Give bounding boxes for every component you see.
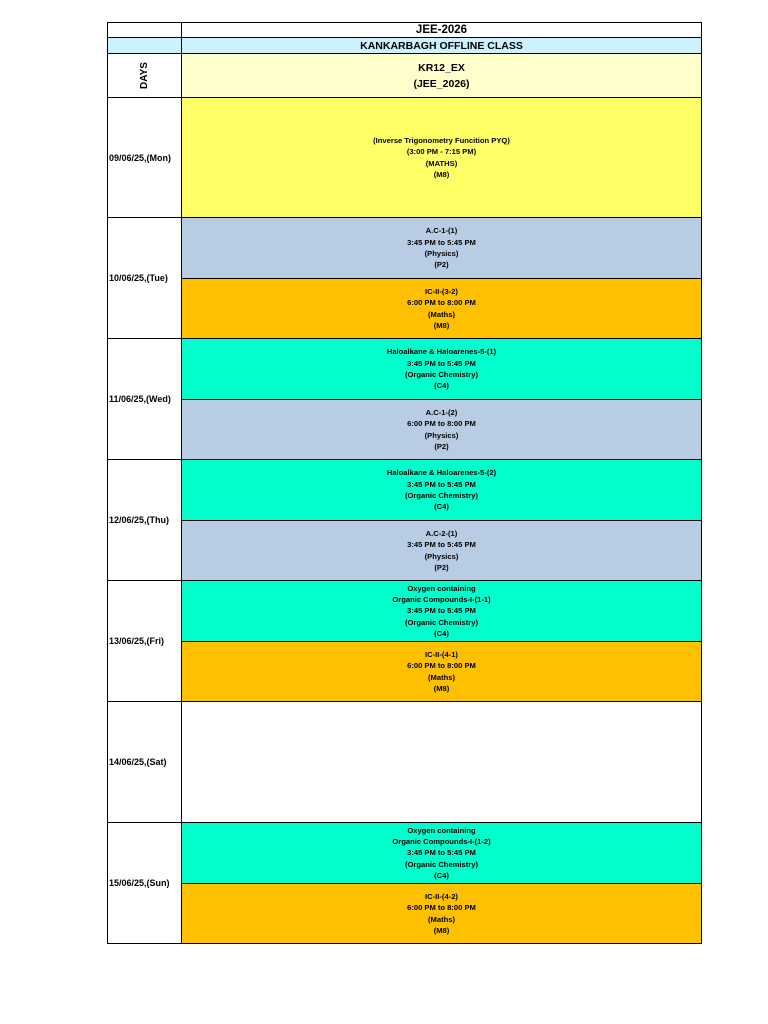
slot-code: (C4) xyxy=(434,381,449,391)
batch-exam: (JEE_2026) xyxy=(413,77,470,90)
slot-time: 3:45 PM to 5:45 PM xyxy=(407,540,476,550)
slot-subject: (Maths) xyxy=(428,914,455,924)
slot-subject: (MATHS) xyxy=(425,158,458,168)
class-slot xyxy=(181,338,702,400)
slot-time: 3:45 PM to 5:45 PM xyxy=(407,358,476,368)
class-slot xyxy=(181,641,702,702)
slot-time: 3:45 PM to 5:45 PM xyxy=(407,479,476,489)
slot-subject: (Organic Chemistry) xyxy=(404,370,478,379)
day-label: 15/06/25,(Sun) xyxy=(107,822,182,944)
slot-code: (C4) xyxy=(434,870,449,880)
corner-cell xyxy=(107,22,182,38)
day-label: 10/06/25,(Tue) xyxy=(107,217,182,339)
slot-topic: (Inverse Trigonometry Funcition PYQ) xyxy=(373,135,510,145)
class-slot xyxy=(181,399,702,460)
batch-header xyxy=(181,53,702,98)
corner-cell-2 xyxy=(107,37,182,54)
slot-code: (M8) xyxy=(433,320,450,330)
days-header xyxy=(107,53,182,98)
slot-time: 3:45 PM to 5:45 PM xyxy=(407,848,476,858)
slot-subject: (Organic Chemistry) xyxy=(404,859,478,869)
class-slot xyxy=(181,883,702,944)
day-label: 12/06/25,(Thu) xyxy=(107,459,182,581)
slot-subject: (Physics) xyxy=(424,551,459,561)
slot-code: (M8) xyxy=(433,925,450,935)
slot-topic: A.C-2-(1) xyxy=(425,528,458,538)
day-label: 13/06/25,(Fri) xyxy=(107,580,182,702)
class-slot xyxy=(181,278,702,339)
slot-topic-line1: Oxygen containing xyxy=(407,825,476,835)
slot-topic: IC-II-(4-1) xyxy=(425,649,458,659)
slot-time: 3:45 PM to 5:45 PM xyxy=(407,237,476,247)
center-title: KANKARBAGH OFFLINE CLASS xyxy=(181,37,702,54)
slot-code: (M8) xyxy=(433,169,450,179)
slot-subject: (Physics) xyxy=(424,430,459,440)
exam-title: JEE-2026 xyxy=(181,22,702,38)
slot-time: (3:00 PM - 7:15 PM) xyxy=(406,147,477,157)
slot-topic: Haloalkane & Haloarenes-5-(2) xyxy=(386,468,497,478)
slot-code: (P2) xyxy=(434,260,449,270)
slot-topic: A.C-1-(2) xyxy=(425,407,458,417)
slot-subject: (Organic Chemistry) xyxy=(404,617,478,627)
slot-time: 6:00 PM to 8:00 PM xyxy=(407,903,476,913)
class-slot xyxy=(181,97,702,218)
days-label: DAYS xyxy=(139,62,150,89)
day-label: 09/06/25,(Mon) xyxy=(107,97,182,218)
class-slot xyxy=(181,459,702,521)
slot-subject: (Maths) xyxy=(428,672,455,682)
slot-time: 6:00 PM to 8:00 PM xyxy=(407,298,476,308)
slot-code: (C4) xyxy=(434,502,449,512)
slot-topic: IC-II-(3-2) xyxy=(425,286,458,296)
day-label: 14/06/25,(Sat) xyxy=(107,701,182,823)
slot-time: 6:00 PM to 8:00 PM xyxy=(407,661,476,671)
slot-topic: Haloalkane & Haloarenes-5-(1) xyxy=(386,347,497,357)
class-slot xyxy=(181,217,702,279)
slot-code: (P2) xyxy=(434,562,449,572)
slot-code: (M8) xyxy=(433,683,450,693)
slot-time: 6:00 PM to 8:00 PM xyxy=(407,419,476,429)
slot-subject: (Physics) xyxy=(424,249,459,258)
slot-topic-line1: Oxygen containing xyxy=(407,583,476,593)
class-slot xyxy=(181,580,702,642)
batch-code: KR12_EX xyxy=(418,61,465,74)
empty-slot xyxy=(181,701,702,823)
class-slot xyxy=(181,520,702,581)
class-slot xyxy=(181,822,702,884)
slot-code: (P2) xyxy=(434,441,449,451)
slot-topic-line2: Organic Compounds-I-(1-1) xyxy=(392,595,491,605)
slot-topic: A.C-1-(1) xyxy=(425,226,458,236)
slot-subject: (Maths) xyxy=(428,309,455,319)
slot-time: 3:45 PM to 5:45 PM xyxy=(407,606,476,616)
day-label: 11/06/25,(Wed) xyxy=(107,338,182,460)
slot-subject: (Organic Chemistry) xyxy=(404,491,478,500)
slot-topic-line2: Organic Compounds-I-(1-2) xyxy=(392,837,491,847)
slot-code: (C4) xyxy=(434,628,449,638)
slot-topic: IC-II-(4-2) xyxy=(425,891,458,901)
